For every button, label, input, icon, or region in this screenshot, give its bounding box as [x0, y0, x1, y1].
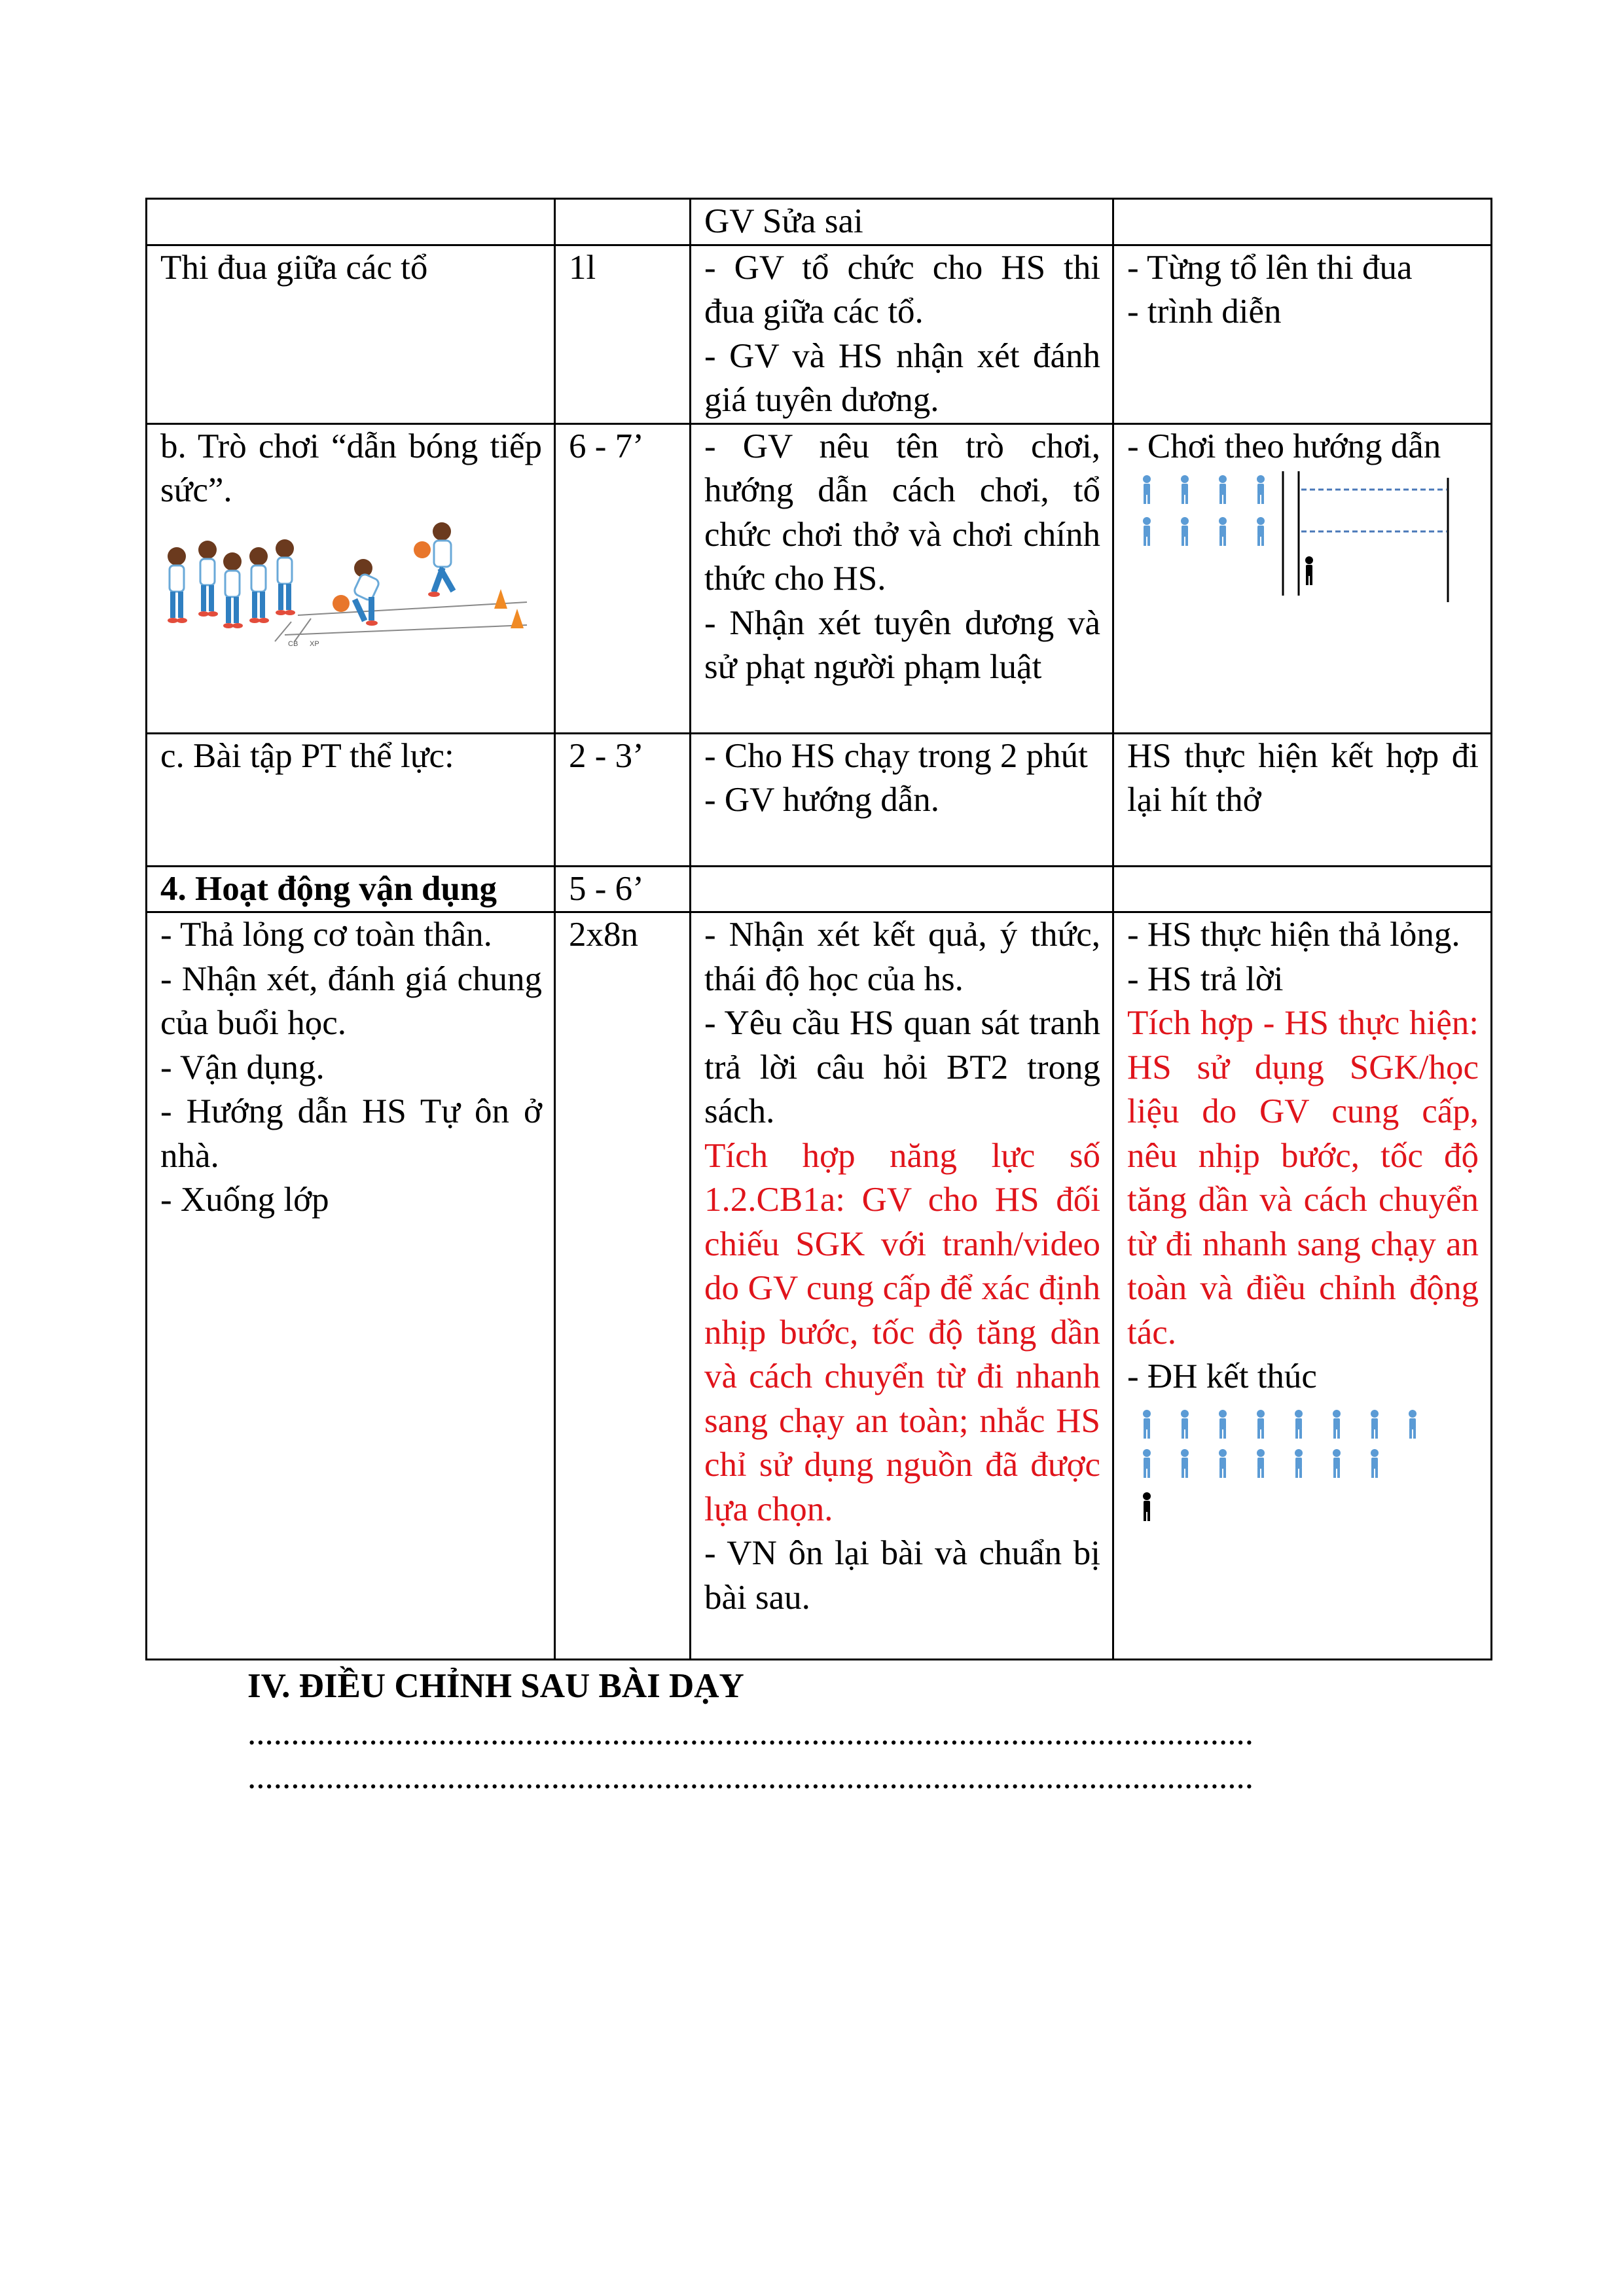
teacher-text: - GV hướng dẫn.	[704, 781, 940, 819]
section-heading: IV. ĐIỀU CHỈNH SAU BÀI DẠY	[247, 1667, 744, 1705]
lesson-plan-table	[145, 198, 1492, 1660]
student-icon	[1181, 1449, 1189, 1478]
teacher-text: - Nhận xét kết quả, ý thức, thái độ học của hs.	[704, 916, 1100, 998]
student-icon	[1219, 475, 1227, 504]
student-icon	[1219, 1449, 1227, 1478]
game-formation-diagram	[1127, 471, 1468, 602]
student-icon	[1219, 517, 1227, 546]
teacher-text: - Cho HS chạy trong 2 phút	[704, 736, 1088, 775]
time-cell	[555, 423, 691, 733]
time-text: 1l	[569, 248, 596, 287]
teacher-cell	[691, 423, 1113, 733]
student-icon	[1295, 1410, 1303, 1439]
table-row	[147, 733, 1492, 866]
time-cell	[555, 199, 691, 245]
cone-icon	[511, 609, 524, 628]
content-cell	[147, 423, 555, 733]
teacher-text: - VN ôn lại bài và chuẩn bị bài sau.	[704, 1534, 1100, 1617]
student-text: - HS thực hiện thả lỏng.	[1127, 916, 1460, 954]
teacher-text: - GV tổ chức cho HS thi đua giữa các tổ.	[704, 248, 1100, 331]
student-icon	[1181, 517, 1189, 546]
student-cell	[1113, 733, 1492, 866]
table-row	[147, 912, 1492, 1660]
content-cell	[147, 199, 555, 245]
time-text: 6 - 7’	[569, 427, 644, 465]
student-icon	[1333, 1410, 1341, 1439]
teacher-text: - Yêu cầu HS quan sát tranh trả lời câu hỏi BT2 trong sách.	[704, 1004, 1100, 1130]
student-cell	[1113, 245, 1492, 423]
dribbling-child-figure	[352, 559, 380, 626]
teacher-cell	[691, 866, 1113, 912]
child-figure	[168, 547, 187, 623]
digital-competency-note: Tích hợp năng lực số 1.2.CB1a: GV cho HS đối chiếu SGK với tranh/video do GV cung cấp để xác định nhịp bước, tốc độ tăng dần và cách chuyển từ đi nhanh sang chạy an toàn; nhắc HS chỉ sử dụng nguồn đã được lựa chọn.	[704, 1136, 1100, 1528]
student-text: HS thực hiện kết hợp đi lại hít thở	[1127, 736, 1479, 819]
student-icon	[1143, 1449, 1151, 1478]
cone-label: CB	[288, 639, 298, 648]
teacher-cell	[691, 912, 1113, 1660]
game-illustration	[160, 517, 540, 648]
student-icon	[1257, 517, 1265, 546]
student-text: - ĐH kết thúc	[1127, 1357, 1317, 1395]
student-cell	[1113, 199, 1492, 245]
child-figure	[198, 541, 218, 617]
student-icon	[1143, 517, 1151, 546]
teacher-icon	[1143, 1492, 1151, 1521]
student-icon	[1295, 1449, 1303, 1478]
teacher-icon	[1305, 556, 1313, 585]
table-row	[147, 866, 1492, 912]
student-text: - Chơi theo hướng dẫn	[1127, 427, 1441, 465]
section-title: 4. Hoạt động vận dụng	[160, 869, 497, 908]
student-icon	[1333, 1449, 1341, 1478]
time-cell	[555, 733, 691, 866]
teacher-cell	[691, 199, 1113, 245]
student-icon	[1181, 475, 1189, 504]
time-cell	[555, 912, 691, 1660]
ball-icon	[414, 541, 431, 558]
ball-icon	[333, 595, 350, 612]
time-text: 2 - 3’	[569, 736, 644, 775]
teacher-text: - Nhận xét tuyên dương và sử phạt người phạm luật	[704, 603, 1100, 686]
student-icon	[1409, 1410, 1416, 1439]
student-icon	[1257, 1410, 1265, 1439]
content-text: - Thả lỏng cơ toàn thân.	[160, 916, 492, 954]
content-cell	[147, 245, 555, 423]
student-text: - trình diễn	[1127, 293, 1282, 331]
running-child-figure	[428, 522, 456, 597]
time-text: 2x8n	[569, 916, 638, 954]
student-text: - HS trả lời	[1127, 960, 1284, 998]
student-cell	[1113, 912, 1492, 1660]
teacher-text: GV Sửa sai	[704, 202, 863, 240]
student-cell	[1113, 423, 1492, 733]
content-text: - Xuống lớp	[160, 1181, 329, 1219]
student-icon	[1181, 1410, 1189, 1439]
content-text: b. Trò chơi “dẫn bóng tiếp sức”.	[160, 427, 542, 509]
cone-label: XP	[310, 639, 319, 648]
integration-note: Tích hợp - HS thực hiện: HS sử dụng SGK/học liệu do GV cung cấp, nêu nhịp bước, tốc độ tăng dần và cách chuyển từ đi nhanh sang chạy an toàn và điều chỉnh động tác.	[1127, 1004, 1479, 1352]
child-figure	[276, 539, 295, 615]
student-icon	[1257, 475, 1265, 504]
table-row	[147, 199, 1492, 245]
student-icon	[1143, 1410, 1151, 1439]
student-icon	[1219, 1410, 1227, 1439]
student-icon	[1143, 475, 1151, 504]
content-cell	[147, 866, 555, 912]
content-cell	[147, 733, 555, 866]
content-text: Thi đua giữa các tổ	[160, 248, 428, 287]
student-icon	[1371, 1449, 1379, 1478]
table-row	[147, 423, 1492, 733]
content-text: - Nhận xét, đánh giá chung của buổi học.	[160, 960, 542, 1042]
student-text: - Từng tổ lên thi đua	[1127, 248, 1413, 287]
content-text: - Hướng dẫn HS Tự ôn ở nhà.	[160, 1092, 542, 1175]
content-text: c. Bài tập PT thể lực:	[160, 736, 454, 775]
content-text: - Vận dụng.	[160, 1048, 325, 1086]
student-icon	[1371, 1410, 1379, 1439]
time-cell	[555, 245, 691, 423]
child-figure	[223, 552, 243, 628]
teacher-text: - GV nêu tên trò chơi, hướng dẫn cách chơi, tổ chức chơi thở và chơi chính thức cho HS.	[704, 427, 1100, 598]
closing-formation-diagram	[1127, 1402, 1468, 1526]
time-cell	[555, 866, 691, 912]
content-cell	[147, 912, 555, 1660]
child-figure	[249, 547, 269, 623]
time-text: 5 - 6’	[569, 869, 644, 908]
cone-icon	[494, 589, 507, 609]
dotted-line: ....................................................................................................................	[247, 1758, 1254, 1796]
dotted-line: ....................................................................................................................	[247, 1714, 1254, 1752]
student-icon	[1257, 1449, 1265, 1478]
teacher-text: - GV và HS nhận xét đánh giá tuyên dương.	[704, 336, 1100, 419]
table-row	[147, 245, 1492, 423]
teacher-cell	[691, 245, 1113, 423]
teacher-cell	[691, 733, 1113, 866]
student-cell	[1113, 866, 1492, 912]
